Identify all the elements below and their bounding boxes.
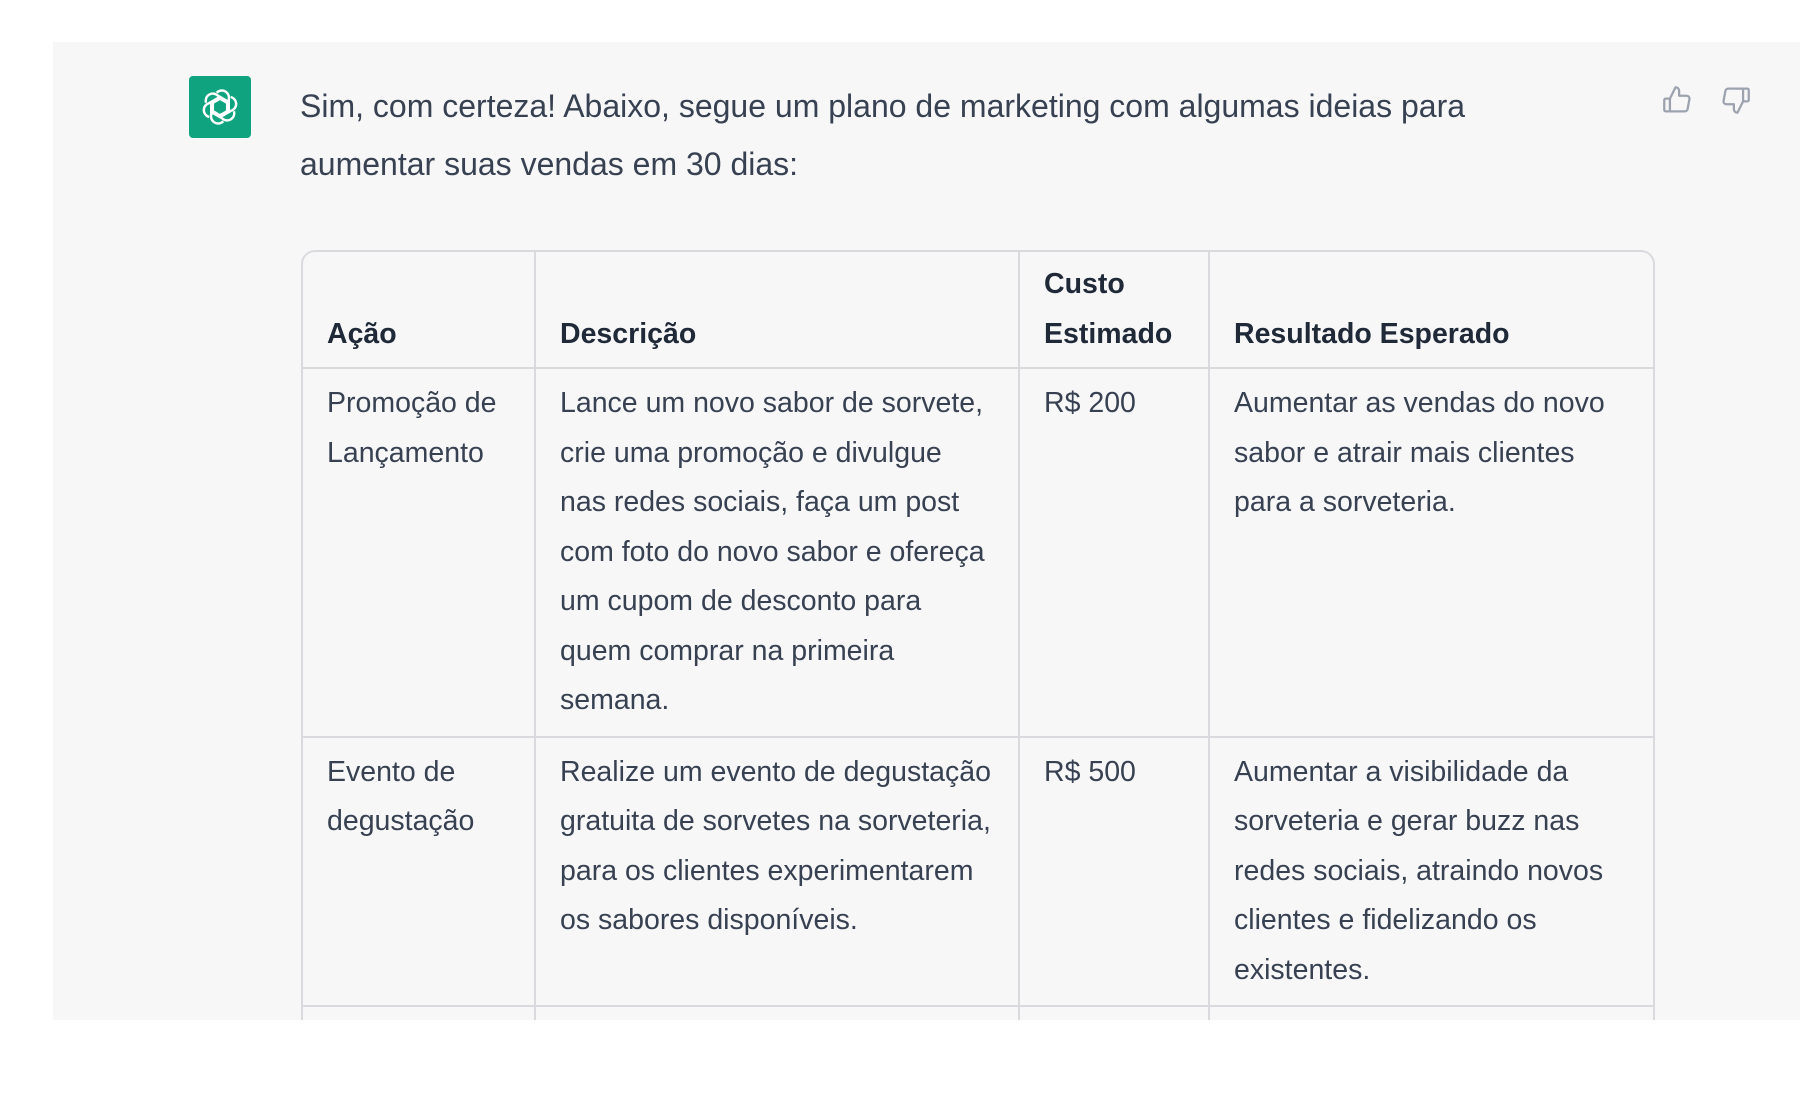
thumbs-down-button[interactable]	[1716, 80, 1756, 120]
thumbs-down-icon	[1719, 83, 1753, 117]
table-row	[303, 737, 1653, 1007]
cell-resultado: Aumentar a visibilidade da sorveteria e gerar buzz nas redes sociais, atraindo novos clientes e fidelizando os existentes.	[1209, 737, 1653, 1007]
header-acao: Ação	[303, 252, 535, 368]
table-row-partial	[303, 1006, 1653, 1020]
cell-empty	[303, 1006, 535, 1020]
assistant-message	[53, 42, 1800, 1020]
message-intro: Sim, com certeza! Abaixo, segue um plano de marketing com algumas ideias para aumentar suas vendas em 30 dias:	[300, 88, 1466, 182]
table-row	[303, 368, 1653, 737]
cell-descricao: Lance um novo sabor de sorvete, crie uma promoção e divulgue nas redes sociais, faça um post com foto do novo sabor e ofereça um cupom de desconto para quem comprar na primeira semana.	[535, 368, 1019, 737]
cell-custo: R$ 500	[1019, 737, 1209, 1007]
openai-logo-icon	[198, 85, 242, 129]
assistant-avatar	[189, 76, 251, 138]
cell-empty	[1209, 1006, 1653, 1020]
cell-descricao: Realize um evento de degustação gratuita de sorvetes na sorveteria, para os clientes experimentarem os sabores disponíveis.	[535, 737, 1019, 1007]
table-header-row	[303, 252, 1653, 368]
cell-acao: Evento de degustação	[303, 737, 535, 1007]
cell-empty	[535, 1006, 1019, 1020]
header-descricao: Descrição	[535, 252, 1019, 368]
marketing-plan-table	[301, 250, 1655, 1020]
thumbs-up-button[interactable]	[1657, 80, 1697, 120]
thumbs-up-icon	[1660, 83, 1694, 117]
cell-custo: R$ 200	[1019, 368, 1209, 737]
cell-empty	[1019, 1006, 1209, 1020]
header-resultado-esperado: Resultado Esperado	[1209, 252, 1653, 368]
cell-acao: Promoção de Lançamento	[303, 368, 535, 737]
cell-resultado: Aumentar as vendas do novo sabor e atrair mais clientes para a sorveteria.	[1209, 368, 1653, 737]
header-custo-estimado: Custo Estimado	[1019, 252, 1209, 368]
